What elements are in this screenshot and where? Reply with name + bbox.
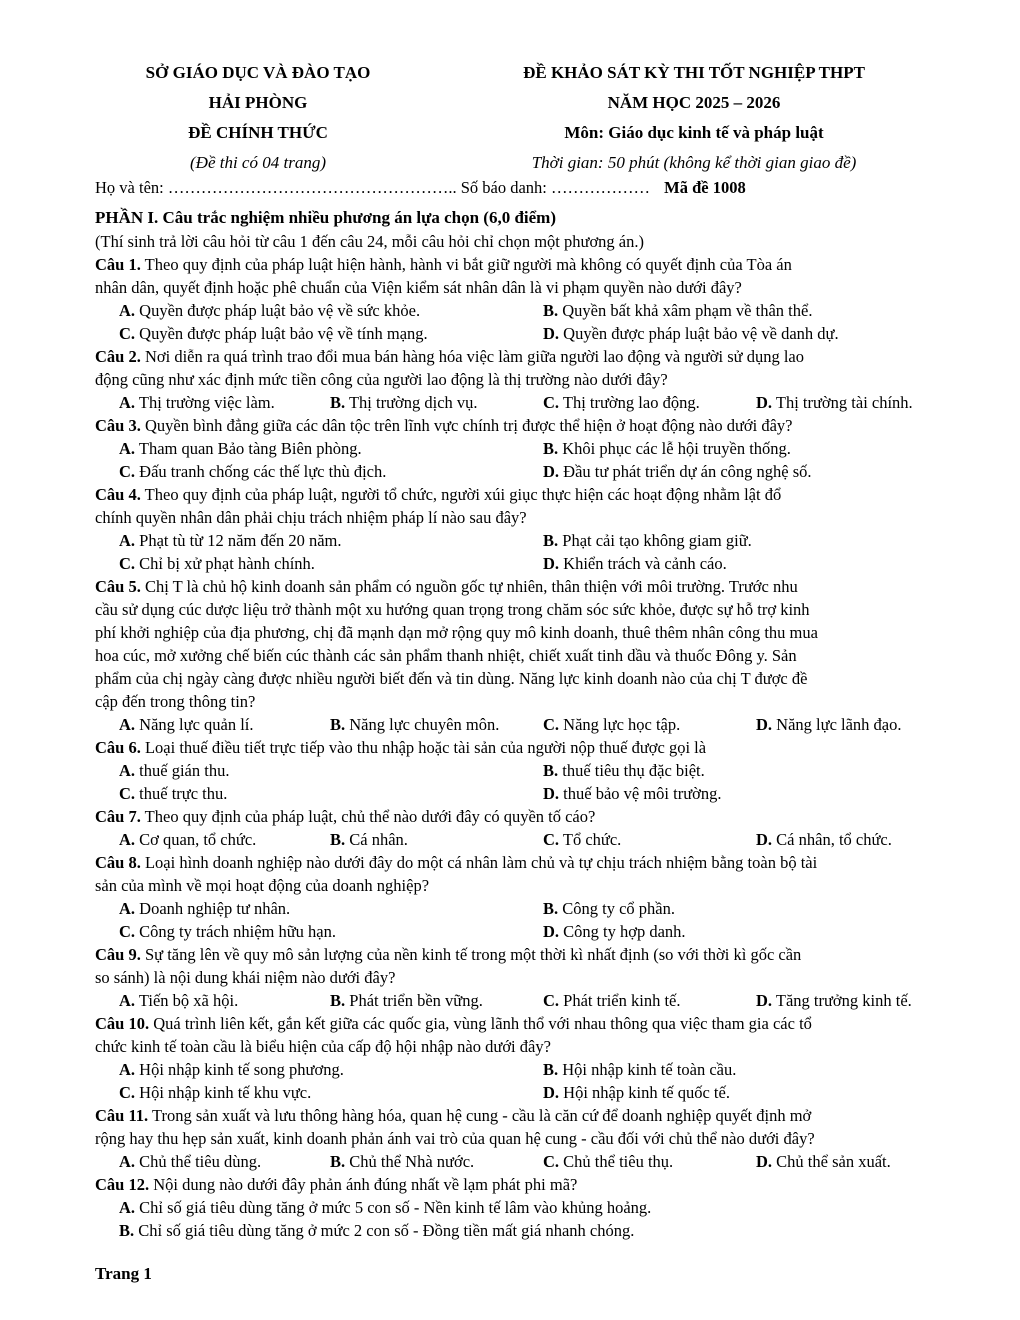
options-row	[95, 828, 973, 851]
option-key: C.	[543, 1152, 560, 1171]
option-text: Quyền được pháp luật bảo vệ về sức khỏe.	[135, 301, 421, 320]
option-text: Tăng trưởng kinh tế.	[772, 991, 912, 1010]
option-text: Doanh nghiệp tư nhân.	[135, 899, 291, 918]
answer-option	[756, 713, 902, 736]
option-key: B.	[330, 393, 346, 412]
answer-option	[119, 828, 330, 851]
question	[95, 253, 973, 345]
question-number: Câu 4.	[95, 485, 141, 504]
option-key: A.	[119, 991, 136, 1010]
option-key: B.	[330, 1152, 346, 1171]
answer-option	[543, 1058, 967, 1081]
answer-option	[543, 460, 967, 483]
options-row	[95, 1058, 973, 1081]
option-text: Đấu tranh chống các thế lực thù địch.	[135, 462, 387, 481]
question-stem-line	[95, 1173, 973, 1196]
answer-option	[119, 529, 543, 552]
option-key: B.	[543, 899, 559, 918]
answer-option	[543, 713, 756, 736]
option-key: C.	[119, 1083, 136, 1102]
option-key: D.	[543, 784, 560, 803]
answer-option	[330, 391, 543, 414]
option-key: D.	[543, 554, 560, 573]
option-key: A.	[119, 301, 136, 320]
question-stem-line	[95, 736, 973, 759]
question-number: Câu 1.	[95, 255, 141, 274]
options-row	[95, 989, 973, 1012]
question-stem-line: cập đến trong thông tin?	[95, 692, 256, 711]
option-text: Năng lực lãnh đạo.	[772, 715, 902, 734]
answer-option	[543, 782, 967, 805]
question-stem-line: chức kinh tế toàn cầu là biểu hiện của cấp độ hội nhập nào dưới đây?	[95, 1037, 551, 1056]
question-text: Sự tăng lên về quy mô sản lượng của nền kinh tế trong một thời kì nhất định (so với thời kì gốc cần	[140, 945, 802, 964]
option-text: thuế trực thu.	[135, 784, 228, 803]
answer-option	[330, 1150, 543, 1173]
answer-option	[543, 897, 967, 920]
option-text: Phạt cải tạo không giam giữ.	[558, 531, 752, 550]
question-text: Theo quy định của pháp luật, chủ thể nào dưới đây có quyền tố cáo?	[140, 807, 596, 826]
question-list	[95, 253, 973, 1242]
option-text: Chỉ số giá tiêu dùng tăng ở mức 5 con số - Nền kinh tế lâm vào khủng hoảng.	[135, 1198, 652, 1217]
option-text: Thị trường tài chính.	[772, 393, 913, 412]
option-key: C.	[543, 830, 560, 849]
option-text: Chủ thể Nhà nước.	[345, 1152, 475, 1171]
option-text: Cơ quan, tổ chức.	[135, 830, 257, 849]
option-key: D.	[756, 715, 773, 734]
answer-option	[119, 1081, 543, 1104]
question-stem-line	[95, 1012, 973, 1035]
question	[95, 736, 973, 805]
question-stem-line: phí khởi nghiệp của địa phương, chị đã mạnh dạn mở rộng quy mô kinh doanh, thuê thêm nhân công thu mua	[95, 623, 818, 642]
options-row	[95, 1196, 973, 1219]
option-key: D.	[756, 830, 773, 849]
question-stem-line: hoa cúc, mở xưởng chế biến cúc thành các sản phẩm thanh nhiệt, chiết xuất tinh dầu và thuốc Đông y. Sản	[95, 646, 797, 665]
option-text: Quyền được pháp luật bảo vệ về tính mạng.	[135, 324, 428, 343]
answer-option	[756, 828, 892, 851]
options-row	[95, 920, 973, 943]
question-stem-line: sản của mình về mọi hoạt động của doanh nghiệp?	[95, 876, 430, 895]
option-text: Phát triển bền vững.	[345, 991, 483, 1010]
header-left	[106, 58, 410, 178]
option-key: C.	[119, 784, 136, 803]
options-row	[95, 897, 973, 920]
option-text: Hội nhập kinh tế song phương.	[135, 1060, 344, 1079]
answer-option	[543, 299, 967, 322]
option-key: A.	[119, 899, 136, 918]
option-key: A.	[119, 1060, 136, 1079]
option-key: D.	[756, 393, 773, 412]
options-row	[95, 713, 973, 736]
options-row	[95, 391, 973, 414]
option-key: B.	[543, 1060, 559, 1079]
answer-option	[119, 437, 543, 460]
options-row	[95, 1081, 973, 1104]
answer-option	[119, 391, 330, 414]
option-key: D.	[543, 922, 560, 941]
answer-option	[119, 989, 330, 1012]
option-key: B.	[119, 1221, 135, 1240]
answer-option	[543, 437, 967, 460]
options-row	[95, 529, 973, 552]
option-key: A.	[119, 531, 136, 550]
question-stem-line	[95, 483, 973, 506]
option-text: Tiến bộ xã hội.	[135, 991, 239, 1010]
answer-option	[543, 759, 967, 782]
answer-option	[119, 713, 330, 736]
answer-option	[543, 529, 967, 552]
answer-option	[119, 322, 543, 345]
question	[95, 575, 973, 736]
answer-option	[119, 460, 543, 483]
answer-option	[119, 920, 543, 943]
header-right	[470, 58, 918, 178]
option-text: Cá nhân.	[345, 830, 408, 849]
answer-option	[756, 989, 912, 1012]
answer-option	[543, 920, 967, 943]
options-row	[95, 437, 973, 460]
exam-code: Mã đề 1008	[664, 178, 746, 197]
option-text: Chỉ bị xử phạt hành chính.	[135, 554, 315, 573]
question-stem-line: động cũng như xác định mức tiền công của người lao động là thị trường nào dưới đây?	[95, 370, 668, 389]
option-text: Hội nhập kinh tế toàn cầu.	[558, 1060, 737, 1079]
option-text: thuế gián thu.	[135, 761, 230, 780]
answer-option	[543, 828, 756, 851]
option-text: thuế bảo vệ môi trường.	[559, 784, 722, 803]
question-stem-line: rộng hay thu hẹp sản xuất, kinh doanh phản ánh vai trò của quan hệ cung - cầu đối với chủ thể nào dưới đây?	[95, 1129, 815, 1148]
option-text: Quyền được pháp luật bảo vệ về danh dự.	[559, 324, 839, 343]
question-text: Quá trình liên kết, gắn kết giữa các quốc gia, vùng lãnh thổ với nhau thông qua việc tham gia các tổ	[149, 1014, 812, 1033]
option-key: D.	[543, 1083, 560, 1102]
exam-title: ĐỀ KHẢO SÁT KỲ THI TỐT NGHIỆP THPT	[523, 63, 865, 82]
question-number: Câu 12.	[95, 1175, 150, 1194]
question-stem-line	[95, 1104, 973, 1127]
option-text: Đầu tư phát triển dự án công nghệ số.	[559, 462, 812, 481]
option-key: C.	[119, 462, 136, 481]
option-key: A.	[119, 439, 136, 458]
option-key: C.	[119, 554, 136, 573]
option-text: Hội nhập kinh tế khu vực.	[135, 1083, 312, 1102]
answer-option	[119, 759, 543, 782]
option-text: Chủ thể tiêu thụ.	[559, 1152, 674, 1171]
question-text: Chị T là chủ hộ kinh doanh sản phẩm có nguồn gốc tự nhiên, thân thiện với môi trường. Trước nhu	[140, 577, 798, 596]
option-text: Tham quan Bảo tàng Biên phòng.	[135, 439, 362, 458]
option-text: Năng lực quản lí.	[135, 715, 254, 734]
options-row	[95, 552, 973, 575]
options-row	[95, 1150, 973, 1173]
question-stem-line: cầu sử dụng cúc dược liệu trở thành một xu hướng quan trọng trong chăm sóc sức khỏe, được sự hỗ trợ kinh	[95, 600, 810, 619]
option-key: B.	[543, 761, 559, 780]
options-row	[95, 759, 973, 782]
question-text: Nội dung nào dưới đây phản ánh đúng nhất về lạm phát phi mã?	[149, 1175, 578, 1194]
option-text: thuế tiêu thụ đặc biệt.	[558, 761, 705, 780]
option-text: Tổ chức.	[559, 830, 622, 849]
question-stem-line	[95, 345, 973, 368]
answer-option	[119, 1221, 634, 1240]
option-text: Công ty trách nhiệm hữu hạn.	[135, 922, 336, 941]
option-text: Năng lực chuyên môn.	[345, 715, 500, 734]
question	[95, 943, 973, 1012]
question-number: Câu 6.	[95, 738, 141, 757]
option-text: Công ty hợp danh.	[559, 922, 686, 941]
question	[95, 805, 973, 851]
option-key: C.	[543, 991, 560, 1010]
question	[95, 1012, 973, 1104]
question-text: Theo quy định của pháp luật, người tổ chức, người xúi giục thực hiện các hoạt động nhằm lật đổ	[140, 485, 782, 504]
question-stem-line	[95, 253, 973, 276]
question-number: Câu 11.	[95, 1106, 149, 1125]
question-stem-line: chính quyền nhân dân phải chịu trách nhiệm pháp lí nào sau đây?	[95, 508, 527, 527]
answer-option	[119, 782, 543, 805]
question-number: Câu 3.	[95, 416, 141, 435]
options-row	[95, 460, 973, 483]
option-key: B.	[543, 531, 559, 550]
answer-option	[119, 552, 543, 575]
option-text: Khiển trách và cảnh cáo.	[559, 554, 727, 573]
question-number: Câu 2.	[95, 347, 141, 366]
option-key: D.	[543, 462, 560, 481]
option-text: Thị trường lao động.	[559, 393, 700, 412]
question	[95, 483, 973, 575]
option-key: C.	[119, 922, 136, 941]
question-stem-line: so sánh) là nội dung khái niệm nào dưới đây?	[95, 968, 396, 987]
option-key: B.	[543, 439, 559, 458]
options-row	[95, 299, 973, 322]
question-stem-line: phẩm của chị ngày càng được nhiều người biết đến và tin dùng. Năng lực kinh doanh nào của chị T được đề	[95, 669, 808, 688]
option-key: B.	[543, 301, 559, 320]
option-key: B.	[330, 830, 346, 849]
answer-option	[330, 828, 543, 851]
school-year: NĂM HỌC 2025 – 2026	[607, 93, 781, 112]
option-text: Quyền bất khả xâm phạm về thân thể.	[558, 301, 813, 320]
question	[95, 1173, 973, 1242]
candidate-name-field: Họ và tên: ……………………………………………..	[95, 178, 457, 197]
question-text: Loại thuế điều tiết trực tiếp vào thu nhập hoặc tài sản của người nộp thuế được gọi là	[140, 738, 707, 757]
options-row	[95, 322, 973, 345]
option-text: Thị trường việc làm.	[135, 393, 275, 412]
option-text: Thị trường dịch vụ.	[345, 393, 478, 412]
question-number: Câu 7.	[95, 807, 141, 826]
option-key: D.	[756, 991, 773, 1010]
options-row	[95, 782, 973, 805]
department-name: SỞ GIÁO DỤC VÀ ĐÀO TẠO	[145, 63, 371, 82]
candidate-id-field: Số báo danh: ………………	[460, 178, 651, 197]
option-text: Khôi phục các lễ hội truyền thống.	[558, 439, 791, 458]
question-stem-line	[95, 805, 973, 828]
option-text: Phát triển kinh tế.	[559, 991, 681, 1010]
question	[95, 1104, 973, 1173]
question-number: Câu 8.	[95, 853, 141, 872]
question-stem-line	[95, 575, 973, 598]
option-key: C.	[543, 715, 560, 734]
answer-option	[543, 1081, 967, 1104]
option-key: D.	[543, 324, 560, 343]
city-name: HẢI PHÒNG	[208, 93, 308, 112]
option-text: Công ty cổ phần.	[558, 899, 676, 918]
option-text: Chủ thể sản xuất.	[772, 1152, 891, 1171]
section-title: PHẦN I. Câu trắc nghiệm nhiều phương án lựa chọn (6,0 điểm)	[95, 208, 557, 227]
answer-option	[756, 391, 913, 414]
option-key: C.	[543, 393, 560, 412]
option-key: A.	[119, 1198, 136, 1217]
option-text: Hội nhập kinh tế quốc tế.	[559, 1083, 730, 1102]
question-text: Trong sản xuất và lưu thông hàng hóa, quan hệ cung - cầu là căn cứ để doanh nghiệp quyết định mở	[148, 1106, 812, 1125]
options-row	[95, 1219, 973, 1242]
option-key: C.	[119, 324, 136, 343]
option-key: A.	[119, 1152, 136, 1171]
question	[95, 851, 973, 943]
option-text: Chủ thể tiêu dùng.	[135, 1152, 262, 1171]
question-number: Câu 10.	[95, 1014, 150, 1033]
option-text: Năng lực học tập.	[559, 715, 681, 734]
option-text: Cá nhân, tổ chức.	[772, 830, 892, 849]
question	[95, 414, 973, 483]
answer-option	[119, 1150, 330, 1173]
option-text: Chỉ số giá tiêu dùng tăng ở mức 2 con số - Đồng tiền mất giá nhanh chóng.	[134, 1221, 635, 1240]
question	[95, 345, 973, 414]
answer-option	[330, 989, 543, 1012]
answer-option	[119, 897, 543, 920]
answer-option	[756, 1150, 891, 1173]
question-text: Nơi diễn ra quá trình trao đổi mua bán hàng hóa việc làm giữa người lao động và người sử dụng lao	[140, 347, 804, 366]
time-limit: Thời gian: 50 phút (không kể thời gian giao đề)	[531, 153, 857, 172]
answer-option	[543, 1150, 756, 1173]
option-key: A.	[119, 393, 136, 412]
answer-option	[543, 322, 967, 345]
question-number: Câu 5.	[95, 577, 141, 596]
question-number: Câu 9.	[95, 945, 141, 964]
answer-option	[119, 1058, 543, 1081]
subject: Môn: Giáo dục kinh tế và pháp luật	[564, 123, 824, 142]
answer-option	[330, 713, 543, 736]
option-key: B.	[330, 991, 346, 1010]
answer-option	[543, 989, 756, 1012]
option-key: A.	[119, 715, 136, 734]
option-key: D.	[756, 1152, 773, 1171]
question-text: Quyền bình đẳng giữa các dân tộc trên lĩnh vực chính trị được thể hiện ở hoạt động nào dưới đây?	[140, 416, 793, 435]
answer-option	[119, 299, 543, 322]
question-text: Theo quy định của pháp luật hiện hành, hành vi bắt giữ người mà không có quyết định của Tòa án	[140, 255, 792, 274]
option-key: A.	[119, 830, 136, 849]
page-footer: Trang 1	[95, 1264, 152, 1283]
answer-option	[543, 391, 756, 414]
question-stem-line	[95, 414, 973, 437]
question-text: Loại hình doanh nghiệp nào dưới đây do một cá nhân làm chủ và tự chịu trách nhiệm bằng toàn bộ tài	[140, 853, 818, 872]
official-label: ĐỀ CHÍNH THỨC	[188, 123, 328, 142]
page-count-note: (Đề thi có 04 trang)	[190, 153, 326, 172]
candidate-info	[95, 176, 975, 199]
answer-option	[119, 1198, 651, 1217]
answer-option	[543, 552, 967, 575]
option-text: Phạt tù từ 12 năm đến 20 năm.	[135, 531, 342, 550]
question-stem-line: nhân dân, quyết định hoặc phê chuẩn của Viện kiểm sát nhân dân là vi phạm quyền nào dưới đây?	[95, 278, 742, 297]
question-stem-line	[95, 943, 973, 966]
question-stem-line	[95, 851, 973, 874]
exam-content	[95, 206, 973, 1242]
section-instruction: (Thí sinh trả lời câu hỏi từ câu 1 đến câu 24, mỗi câu hỏi chỉ chọn một phương án.)	[95, 232, 644, 251]
option-key: B.	[330, 715, 346, 734]
option-key: A.	[119, 761, 136, 780]
